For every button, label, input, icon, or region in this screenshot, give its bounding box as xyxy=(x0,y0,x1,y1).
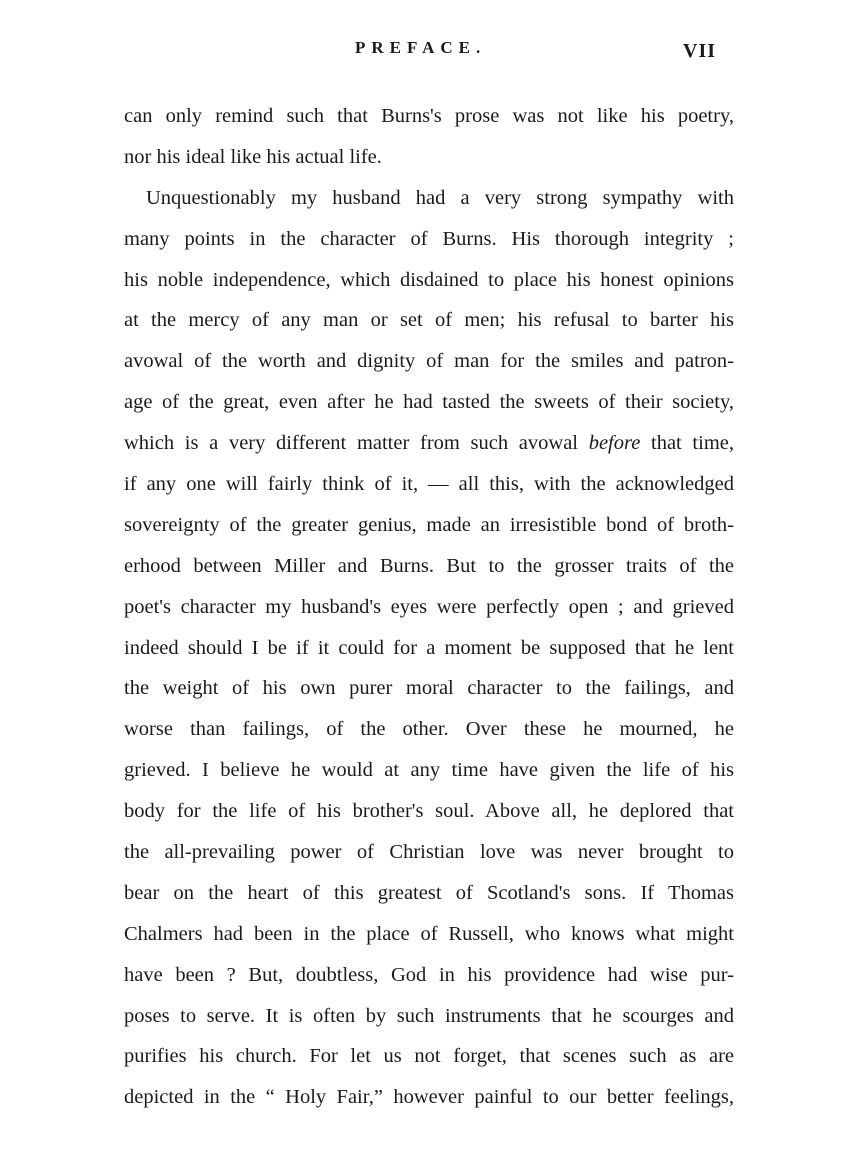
text-line: have been ? But, doubtless, God in his providence had wise pur- xyxy=(124,963,734,986)
text-line: Unquestionably my husband had a very strong sympathy with xyxy=(146,186,734,209)
text-line: grieved. I believe he would at any time have given the life of his xyxy=(124,759,734,782)
text-line: Chalmers had been in the place of Russell, who knows what might xyxy=(124,922,734,945)
page-number: VII xyxy=(683,40,717,62)
text-line: poet's character my husband's eyes were perfectly open ; and grieved xyxy=(124,595,734,618)
text-line: body for the life of his brother's soul. Above all, he deplored that xyxy=(124,800,734,823)
text-line: the all-prevailing power of Christian love was never brought to xyxy=(124,841,734,864)
running-title: PREFACE. xyxy=(355,38,487,57)
text-line: his noble independence, which disdained to place his honest opinions xyxy=(124,268,734,291)
emphasis-text: before xyxy=(588,432,641,455)
text-line: at the mercy of any man or set of men; his refusal to barter his xyxy=(124,309,734,332)
text-line: if any one will fairly think of it, — all this, with the acknowledged xyxy=(124,473,734,496)
text-line: bear on the heart of this greatest of Scotland's sons. If Thomas xyxy=(124,881,734,904)
running-head xyxy=(0,38,850,68)
text-line: worse than failings, of the other. Over these he mourned, he xyxy=(124,718,734,741)
text-line xyxy=(124,423,734,464)
text-line: nor his ideal like his actual life. xyxy=(124,145,382,168)
text-line: depicted in the “ Holy Fair,” however painful to our better feelings, xyxy=(124,1086,734,1109)
text-line: purifies his church. For let us not forget, that scenes such as are xyxy=(124,1045,734,1068)
text-run: which is a very different matter from such avowal xyxy=(124,432,589,455)
text-line: sovereignty of the greater genius, made an irresistible bond of broth- xyxy=(124,513,734,536)
text-line: poses to serve. It is often by such instruments that he scourges and xyxy=(124,1004,734,1027)
text-line: many points in the character of Burns. His thorough integrity ; xyxy=(124,227,734,250)
body-text xyxy=(124,96,734,1118)
text-line: indeed should I be if it could for a moment be supposed that he lent xyxy=(124,636,734,659)
text-line: the weight of his own purer moral character to the failings, and xyxy=(124,677,734,700)
text-line: avowal of the worth and dignity of man for the smiles and patron- xyxy=(124,350,734,373)
text-run: that time, xyxy=(640,432,734,455)
text-line: can only remind such that Burns's prose was not like his poetry, xyxy=(124,105,734,127)
text-line: erhood between Miller and Burns. But to the grosser traits of the xyxy=(124,554,734,577)
text-line: age of the great, even after he had tasted the sweets of their society, xyxy=(124,391,734,414)
